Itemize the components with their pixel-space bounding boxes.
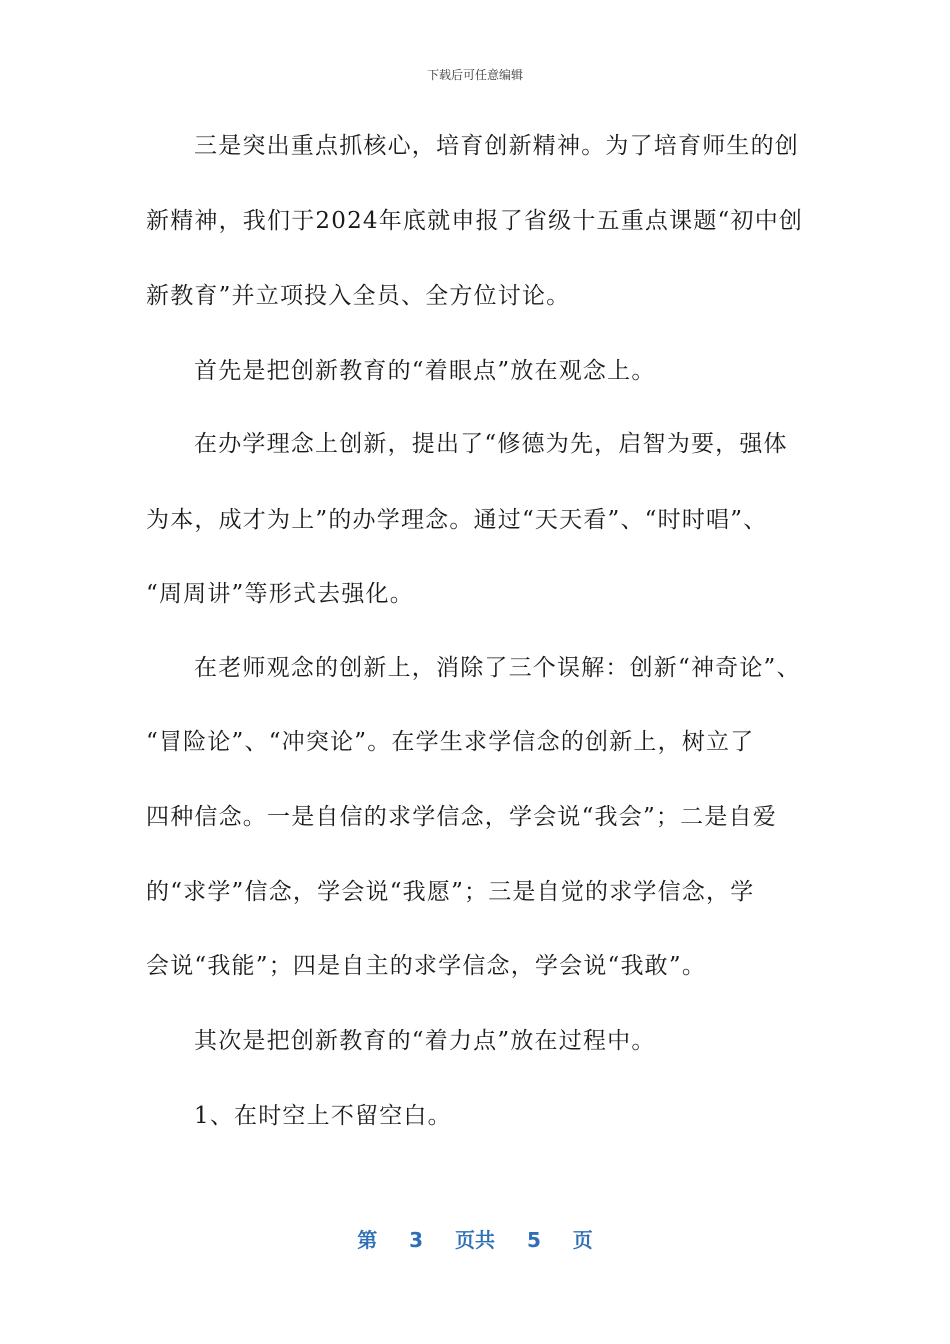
paragraph-line: 首先是把创新教育的“着眼点”放在观念上。 [194, 358, 656, 384]
paragraph-line: 新教育”并立项投入全员、全方位讨论。 [146, 283, 571, 309]
paragraph-line: 1、在时空上不留空白。 [194, 1103, 452, 1129]
paragraph-line: 其次是把创新教育的“着力点”放在过程中。 [194, 1028, 656, 1054]
page-current-number: 3 [409, 1228, 424, 1252]
paragraph-line: 在老师观念的创新上，消除了三个误解：创新“神奇论”、 [194, 655, 801, 681]
paragraph-line: 在办学理念上创新，提出了“修德为先，启智为要，强体 [194, 431, 788, 457]
header-note: 下载后可任意编辑 [426, 68, 523, 82]
paragraph-line: “冒险论”、“冲突论”。在学生求学信念的创新上，树立了 [146, 729, 755, 755]
paragraph-line: 会说“我能”；四是自主的求学信念，学会说“我敢”。 [146, 953, 707, 979]
page-label-prefix: 第 [357, 1228, 378, 1252]
paragraph-line: 三是突出重点抓核心，培育创新精神。为了培育师生的创 [194, 133, 799, 159]
page-footer [0, 1224, 950, 1253]
paragraph-line: 新精神，我们于2024年底就申报了省级十五重点课题“初中创 [146, 208, 804, 234]
page-label-suffix: 页 [572, 1228, 593, 1252]
paragraph-line: 为本，成才为上”的办学理念。通过“天天看”、“时时唱”、 [146, 507, 768, 533]
page-label-mid: 页共 [455, 1228, 495, 1252]
paragraph-line: 四种信念。一是自信的求学信念，学会说“我会”；二是自爱 [146, 804, 777, 830]
paragraph-line: 的“求学”信念，学会说“我愿”；三是自觉的求学信念，学 [146, 879, 755, 905]
page-total-number: 5 [526, 1228, 541, 1252]
paragraph-line: “周周讲”等形式去强化。 [146, 581, 414, 607]
